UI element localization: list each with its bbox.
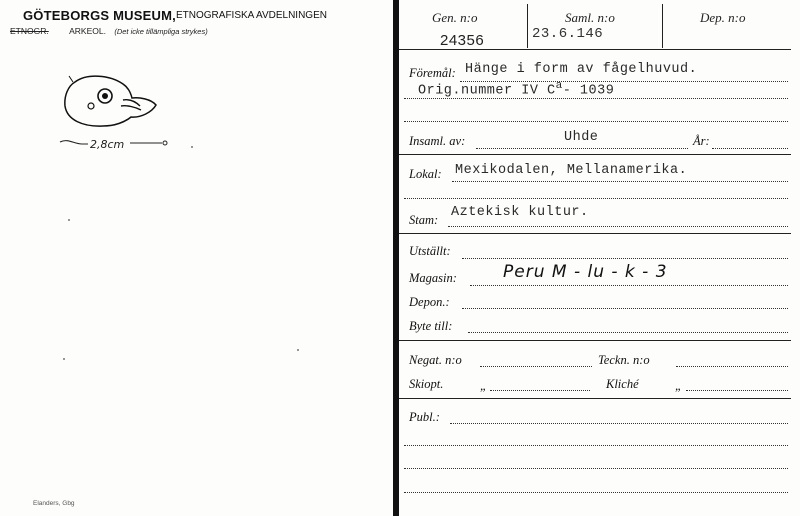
dotted-line — [404, 492, 788, 493]
dotted-line — [460, 81, 788, 82]
foremal-orig-number — [418, 80, 614, 99]
stam-label: Stam: — [409, 213, 439, 227]
dep-no-label: Dep. n:o — [700, 10, 746, 25]
orig-number-prefix: Orig.nummer IV C — [418, 83, 556, 99]
dotted-line — [404, 198, 788, 199]
speck — [63, 358, 65, 360]
gen-no-value: 24356 — [440, 32, 485, 49]
lokal-label: Lokal: — [409, 167, 442, 181]
dotted-line — [476, 148, 688, 149]
category-arkeol: ARKEOL. — [69, 26, 106, 36]
orig-number-sup: a — [555, 80, 563, 92]
dotted-line — [490, 390, 590, 391]
category-etnogr: ETNOGR. — [10, 26, 49, 36]
rule — [399, 340, 791, 341]
lokal-value: Mexikodalen, Mellanamerika. — [455, 163, 688, 178]
teckn-label: Teckn. n:o — [598, 353, 650, 367]
insaml-value: Uhde — [564, 130, 599, 145]
dotted-line — [462, 258, 788, 259]
rule — [399, 154, 791, 155]
rule — [399, 398, 791, 399]
publ-label: Publ.: — [409, 410, 440, 424]
dotted-line — [712, 148, 788, 149]
bird-head-sketch — [55, 70, 165, 145]
category-note: (Det icke tillämpliga strykes) — [114, 27, 208, 36]
foremal-value: Hänge i form av fågelhuvud. — [465, 62, 698, 77]
category-line — [10, 26, 208, 36]
foremal-label: Föremål: — [409, 66, 456, 80]
museum-name: GÖTEBORGS MUSEUM, — [23, 8, 176, 23]
gen-no-label: Gen. n:o — [432, 10, 478, 25]
speck — [191, 146, 193, 148]
dotted-line — [686, 390, 788, 391]
speck — [297, 349, 299, 351]
dotted-line — [450, 423, 788, 424]
dotted-line — [404, 121, 788, 122]
insaml-label: Insaml. av: — [409, 134, 466, 148]
speck — [68, 219, 70, 221]
skiopt-label: Skiopt. — [409, 377, 444, 391]
dotted-line — [470, 285, 788, 286]
negat-label: Negat. n:o — [409, 353, 462, 367]
printer-imprint: Elanders, Gbg — [33, 500, 75, 507]
id-col-separator — [527, 4, 528, 48]
dotted-line — [404, 98, 788, 99]
orig-number-suffix: - 1039 — [562, 83, 615, 99]
dotted-line — [404, 445, 788, 446]
kliche-label: Kliché — [606, 377, 639, 391]
dotted-line — [404, 468, 788, 469]
saml-no-value: 23.6.146 — [532, 26, 604, 42]
utstallt-label: Utställt: — [409, 244, 451, 258]
panel-divider — [393, 0, 399, 516]
kliche-ditto: „ — [675, 379, 682, 393]
stam-value: Aztekisk kultur. — [451, 205, 589, 220]
byte-till-label: Byte till: — [409, 319, 453, 333]
saml-no-label: Saml. n:o — [565, 10, 615, 25]
magasin-value: Peru M - lu - k - 3 — [503, 262, 668, 282]
rule — [399, 233, 791, 234]
department-name: ETNOGRAFISKA AVDELNINGEN — [176, 10, 327, 21]
ar-label: År: — [693, 134, 710, 148]
dotted-line — [468, 332, 788, 333]
magasin-label: Magasin: — [409, 271, 457, 285]
skiopt-ditto: „ — [480, 379, 487, 393]
dotted-line — [452, 181, 788, 182]
scale-label: 2,8cm — [90, 138, 125, 151]
dotted-line — [462, 308, 788, 309]
dotted-line — [448, 226, 788, 227]
dotted-line — [676, 366, 788, 367]
depon-label: Depon.: — [409, 295, 450, 309]
rule — [399, 49, 791, 50]
id-col-separator — [662, 4, 663, 48]
dotted-line — [480, 366, 592, 367]
